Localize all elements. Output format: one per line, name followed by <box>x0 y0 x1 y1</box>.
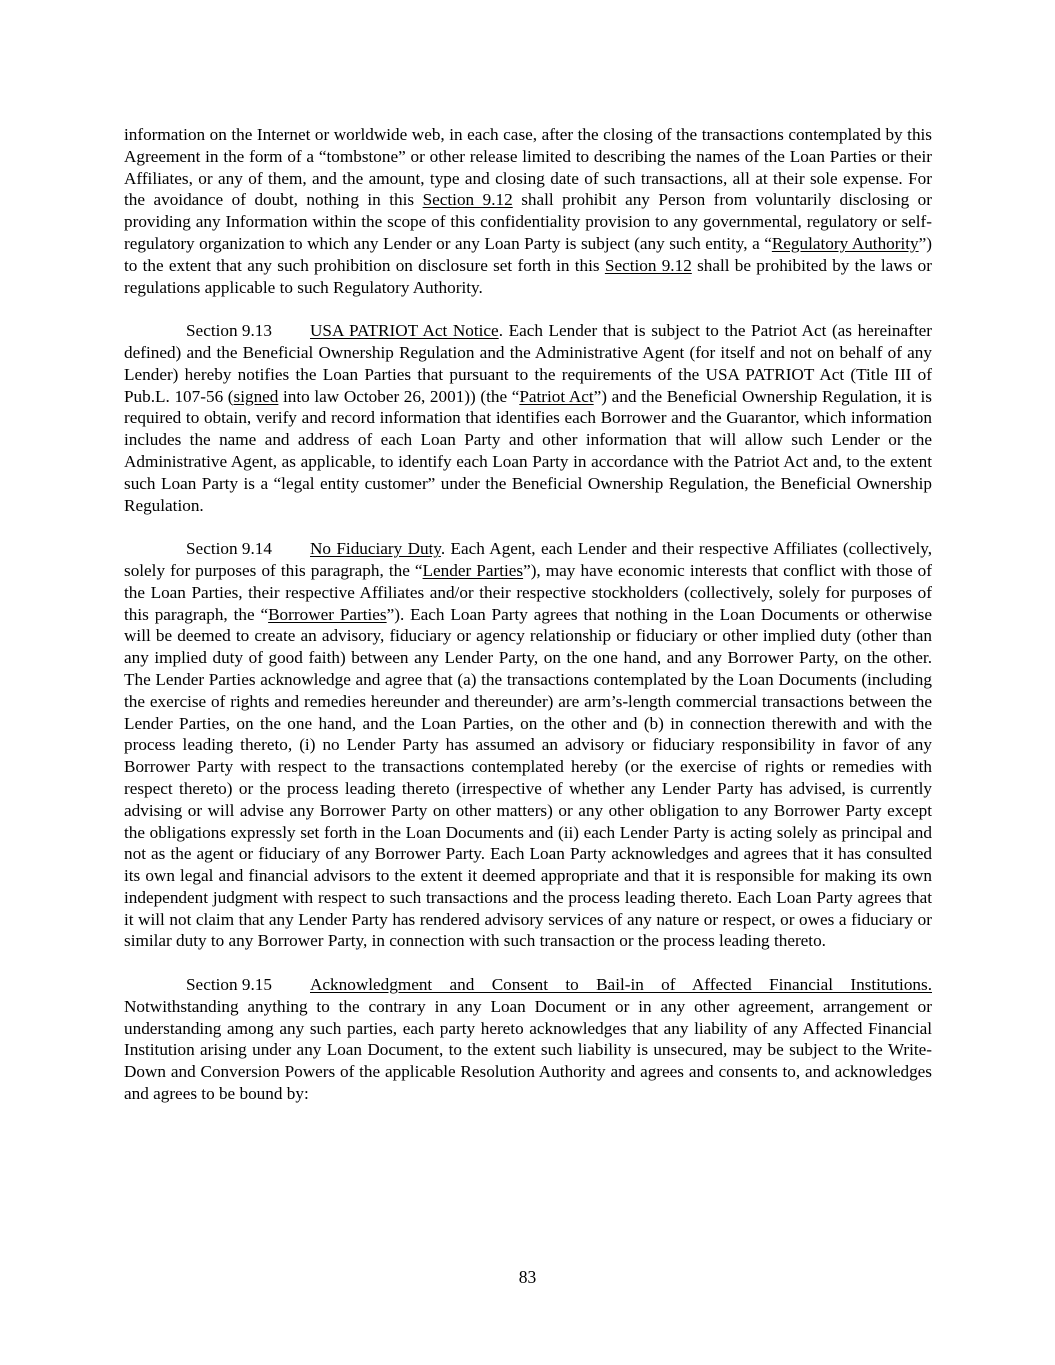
section-heading: Acknowledgment and Consent to Bail-in of Affected Financial Institutions. <box>310 975 932 995</box>
section-number: Section 9.14 <box>186 539 272 559</box>
page-number: 83 <box>518 1267 537 1287</box>
text-run: . Each Agent, each Lender and their respective Affiliates (collectively, solely for purposes of this paragraph, the “ <box>124 539 932 580</box>
paragraph-spacer <box>124 952 932 974</box>
defined-term-borrower-parties: Borrower Parties <box>268 604 387 624</box>
cross-reference-section-9-12: Section 9.12 <box>604 255 692 275</box>
section-9-14-paragraph <box>124 538 932 952</box>
text-run: shall prohibit any Person from voluntarily disclosing or providing any Information within the scope of this confidentiality provision to any governmental, regulatory or self-regulatory organization to which any Lender or any Loan Party is subject (any such entity, a “ <box>124 190 932 253</box>
text-run: into law October 26, 2001)) (the “ <box>278 386 520 406</box>
document-page-body <box>124 124 932 1105</box>
text-run: ”). Each Loan Party agrees that nothing in the Loan Documents or otherwise will be deemed to create an advisory, fiduciary or agency relationship or fiduciary or other implied duty (other than any implied duty of good faith) between any Lender Party, on the one hand, and any Borrower Party, on the other. The Lender Parties acknowledge and agree that (a) the transactions contemplated by the Loan Documents (including the exercise of rights and remedies hereunder and thereunder) are arm’s-length commercial transactions between the Lender Parties, on the one hand, and the Loan Parties, on the other and (b) in connection therewith and with the process leading thereto, (i) no Lender Party has assumed an advisory or fiduciary responsibility in favor of any Borrower Party with respect to the transactions contemplated hereby (or the exercise of rights or remedies with respect thereto) or the process leading thereto (irrespective of whether any Lender Party has advised, is currently advising or will advise any Borrower Party on other matters) or any other obligation to any Borrower Party except the obligations expressly set forth in the Loan Documents and (ii) each Lender Party is acting solely as principal and not as the agent or fiduciary of any Borrower Party. Each Loan Party acknowledges and agrees that it has consulted its own legal and financial advisors to the extent it deemed appropriate and that it is responsible for making its own independent judgment with respect to such transactions and the process leading thereto. Each Loan Party agrees that it will not claim that any Lender Party has rendered advisory services of any nature or respect, or owes a fiduciary or similar duty to any Borrower Party, in connection with such transaction or the process leading thereto. <box>124 604 932 951</box>
section-9-15-paragraph <box>124 974 932 1105</box>
paragraph-spacer <box>124 298 932 320</box>
defined-term-patriot-act: Patriot Act <box>519 386 594 406</box>
section-heading: USA PATRIOT Act Notice <box>310 321 499 341</box>
paragraph-confidentiality-continuation <box>124 124 932 298</box>
text-run: Notwithstanding anything to the contrary in any Loan Document or in any other agreement, arrangement or understanding among any such parties, each party hereto acknowledges that any liability of any Affected Financial Institution arising under any Loan Document, to the extent such liability is unsecured, may be subject to the Write-Down and Conversion Powers of the applicable Resolution Authority and agrees and consents to, and acknowledges and agrees to be bound by: <box>124 996 932 1104</box>
section-heading: No Fiduciary Duty <box>310 539 441 559</box>
text-run: ”) to the extent that any such prohibition on disclosure set forth in this <box>124 233 932 275</box>
section-number: Section 9.13 <box>186 321 272 341</box>
section-9-13-paragraph <box>124 320 932 516</box>
text-run: ”), may have economic interests that conflict with those of the Loan Parties, their respective Affiliates and/or their respective stockholders (collectively, solely for purposes of this paragraph, the “ <box>124 560 932 624</box>
cross-reference-section-9-12: Section 9.12 <box>422 190 513 210</box>
paragraph-spacer <box>124 516 932 538</box>
defined-term-lender-parties: Lender Parties <box>422 560 524 580</box>
underlined-term-signed: signed <box>233 386 279 406</box>
text-run: ”) and the Beneficial Ownership Regulation, it is required to obtain, verify and record information that identifies each Borrower and the Guarantor, which information includes the name and address of each Loan Party and other information that will allow such Lender or the Administrative Agent, as applicable, to identify each Loan Party in accordance with the Patriot Act and, to the extent such Loan Party is a “legal entity customer” under the Beneficial Ownership Regulation, the Beneficial Ownership Regulation. <box>124 386 932 515</box>
section-number: Section 9.15 <box>186 975 272 995</box>
defined-term-regulatory-authority: Regulatory Authority <box>771 233 919 253</box>
text-run: . Each Lender that is subject to the Patriot Act (as hereinafter defined) and the Beneficial Ownership Regulation and the Administrative Agent (for itself and not on behalf of any Lender) hereby notifies the Loan Parties that pursuant to the requirements of the USA PATRIOT Act (Title III of Pub.L. 107-56 ( <box>124 321 933 406</box>
text-run: shall be prohibited by the laws or regulations applicable to such Regulatory Authority. <box>124 255 932 297</box>
text-run: information on the Internet or worldwide web, in each case, after the closing of the transactions contemplated by this Agreement in the form of a “tombstone” or other release limited to describing the names of the Loan Parties or their Affiliates, or any of them, and the amount, type and closing date of such transactions, all at their sole expense. For the avoidance of doubt, nothing in this <box>124 125 932 210</box>
